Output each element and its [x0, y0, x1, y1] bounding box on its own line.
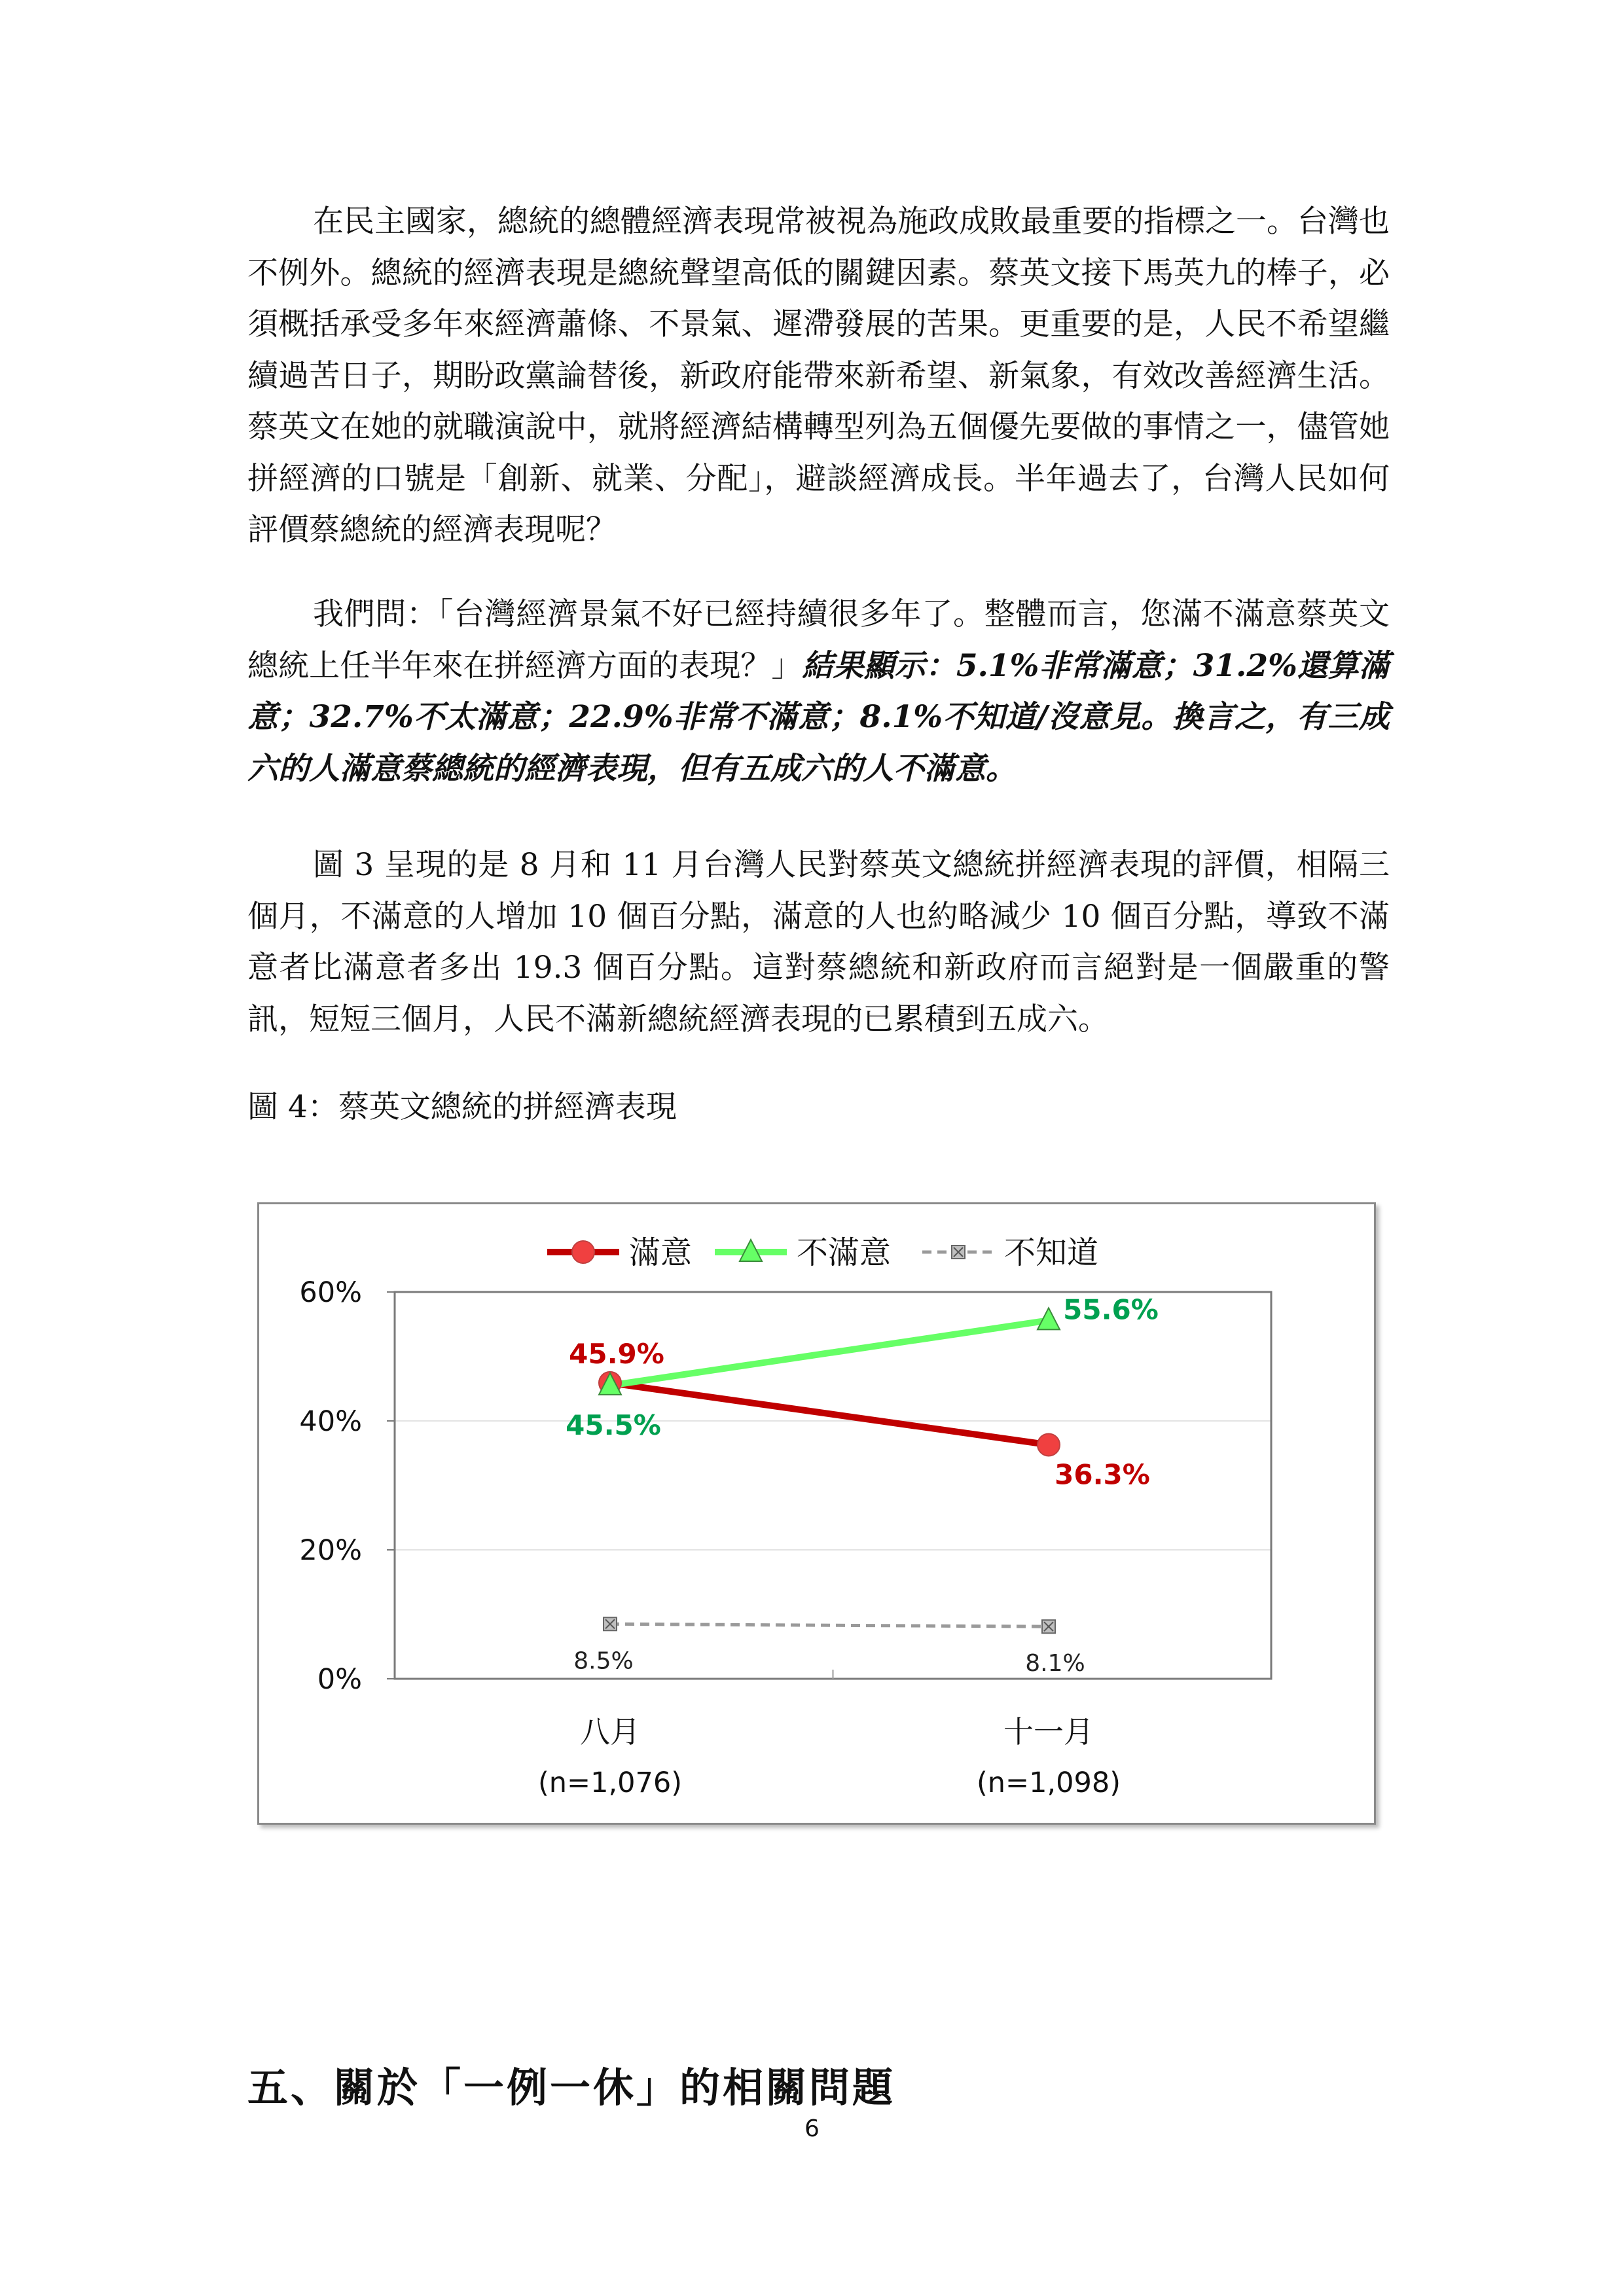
- x-tick-label: 十一月: [1003, 1714, 1094, 1749]
- x-sample-size-label: (n=1,076): [538, 1767, 682, 1799]
- line-chart: [259, 1204, 1374, 1823]
- data-label: 36.3%: [1055, 1458, 1150, 1491]
- legend-marker-0: [572, 1241, 594, 1263]
- figure-caption: 圖 4：蔡英文總統的拼經濟表現: [247, 1089, 677, 1125]
- legend-label: 不滿意: [797, 1234, 892, 1271]
- paragraph-2: [247, 589, 1390, 795]
- y-tick-label: 0%: [317, 1663, 362, 1696]
- chart-frame: [257, 1202, 1376, 1825]
- data-label: 45.9%: [569, 1337, 664, 1370]
- data-label: 8.5%: [573, 1647, 634, 1675]
- series-line-1: [610, 1320, 1049, 1385]
- series-marker-0: [1038, 1433, 1060, 1456]
- legend-label: 滿意: [629, 1234, 693, 1271]
- data-label: 45.5%: [566, 1408, 661, 1441]
- paragraph-1: 在民主國家，總統的總體經濟表現常被視為施政成敗最重要的指標之一。台灣也不例外。總統的經濟表現是總統聲望高低的關鍵因素。蔡英文接下馬英九的棒子，必須概括承受多年來經濟蕭條、不景氣、遲滯發展的苦果。更重要的是，人民不希望繼續過苦日子，期盼政黨論替後，新政府能帶來新希望、新氣象，有效改善經濟生活。蔡英文在她的就職演說中，就將經濟結構轉型列為五個優先要做的事情之一，儘管她拼經濟的口號是「創新、就業、分配」，避談經濟成長。半年過去了，台灣人民如何評價蔡總統的經濟表現呢？: [247, 204, 1390, 548]
- data-label: 55.6%: [1063, 1293, 1159, 1326]
- x-tick-label: 八月: [580, 1714, 640, 1749]
- x-sample-size-label: (n=1,098): [977, 1767, 1121, 1799]
- y-tick-label: 40%: [299, 1405, 362, 1438]
- series-line-2: [610, 1624, 1049, 1626]
- paragraph-3: 圖 3 呈現的是 8 月和 11 月台灣人民對蔡英文總統拼經濟表現的評價，相隔三個月，不滿意的人增加 10 個百分點，滿意的人也約略減少 10 個百分點，導致不滿意者比滿意者多出 19.3 個百分點。這對蔡總統和新政府而言絕對是一個嚴重的警訊，短短三個月，人民不滿新總統經濟表現的已累積到五成六。: [247, 847, 1390, 1037]
- y-tick-label: 20%: [299, 1534, 362, 1567]
- series-line-0: [610, 1383, 1049, 1445]
- paragraph-2-result: 結果顯示：5.1%非常滿意；31.2%還算滿意；32.7%不太滿意；22.9%非常不滿意；8.1%不知道/沒意見。換言之，有三成六的人滿意蔡總統的經濟表現，但有五成六的人不滿意。: [247, 647, 1390, 787]
- section-heading: 五、關於「一例一休」的相關問題: [247, 2064, 896, 2111]
- legend-label: 不知道: [1004, 1234, 1099, 1271]
- page-number: 6: [804, 2115, 820, 2142]
- y-tick-label: 60%: [299, 1276, 362, 1309]
- paragraph-2-question: 我們問：「台灣經濟景氣不好已經持續很多年了。整體而言，您滿不滿意蔡英文總統上任半年來在拼經濟方面的表現？」: [247, 596, 1390, 684]
- data-label: 8.1%: [1025, 1650, 1085, 1677]
